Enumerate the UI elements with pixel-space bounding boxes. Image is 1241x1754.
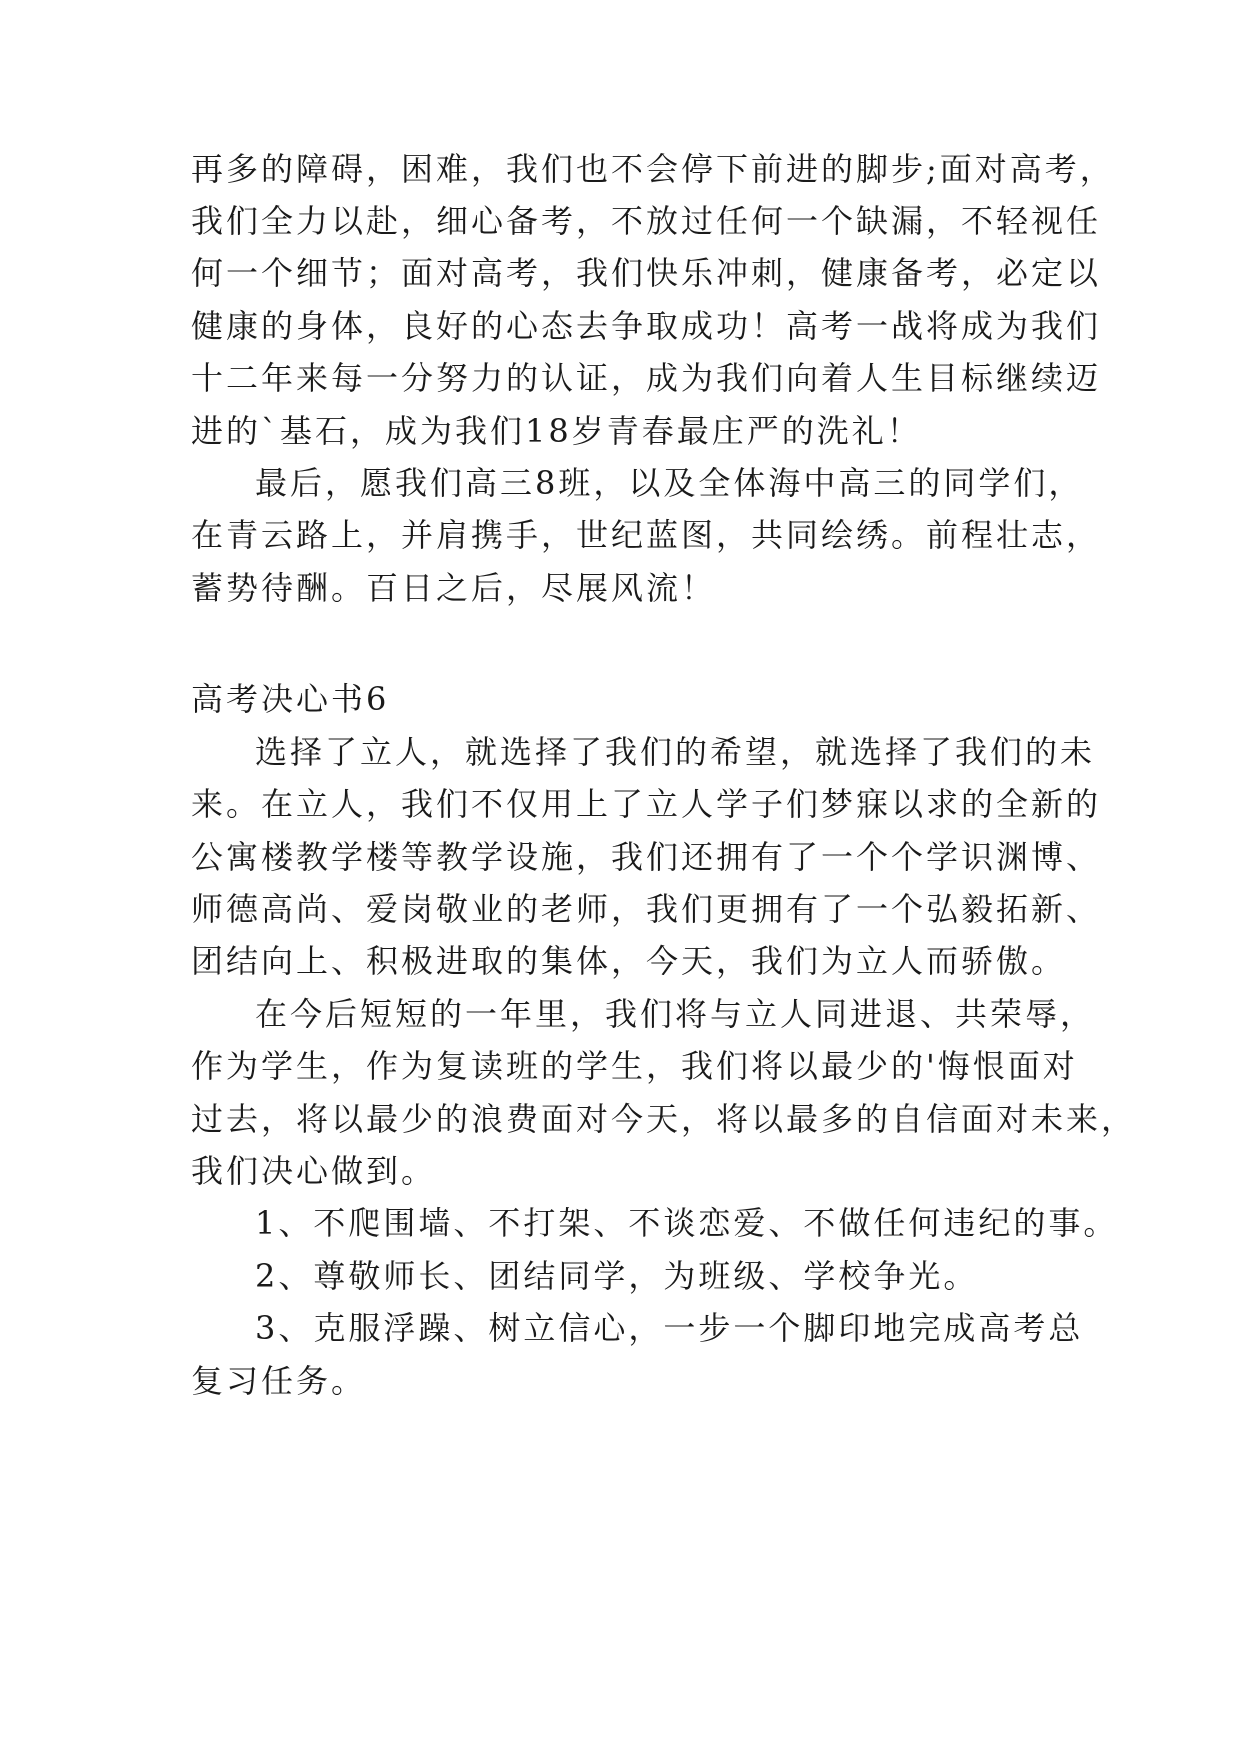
paragraph-line: 何一个细节；面对高考，我们快乐冲刺，健康备考，必定以 xyxy=(191,254,1102,292)
paragraph-line: 过去，将以最少的浪费面对今天，将以最多的自信面对未来， xyxy=(191,1100,1137,1138)
paragraph-line: 公寓楼教学楼等教学设施，我们还拥有了一个个学识渊博、 xyxy=(191,838,1102,876)
paragraph-line: 进的`基石，成为我们18岁青春最庄严的洗礼！ xyxy=(191,412,922,450)
paragraph-line: 十二年来每一分努力的认证，成为我们向着人生目标继续迈 xyxy=(191,359,1102,397)
paragraph-line: 团结向上、积极进取的集体，今天，我们为立人而骄傲。 xyxy=(191,942,1067,980)
list-item: 2、尊敬师长、团结同学，为班级、学校争光。 xyxy=(255,1257,979,1295)
list-item: 1、不爬围墙、不打架、不谈恋爱、不做任何违纪的事。 xyxy=(255,1204,1119,1242)
paragraph-line: 来。在立人，我们不仅用上了立人学子们梦寐以求的全新的 xyxy=(191,785,1102,823)
paragraph-line: 蓄势待酬。百日之后，尽展风流！ xyxy=(191,569,717,607)
paragraph-line: 在青云路上，并肩携手，世纪蓝图，共同绘绣。前程壮志， xyxy=(191,516,1102,554)
paragraph-line: 我们全力以赴，细心备考，不放过任何一个缺漏，不轻视任 xyxy=(191,202,1102,240)
paragraph-line: 再多的障碍，困难，我们也不会停下前进的脚步;面对高考， xyxy=(191,150,1115,188)
paragraph-line: 作为学生，作为复读班的学生，我们将以最少的'悔恨面对 xyxy=(191,1047,1078,1085)
paragraph-line: 选择了立人，就选择了我们的希望，就选择了我们的未 xyxy=(255,733,1096,771)
section-heading: 高考决心书6 xyxy=(191,680,390,718)
list-item: 3、克服浮躁、树立信心，一步一个脚印地完成高考总 xyxy=(255,1309,1084,1347)
paragraph-line: 健康的身体，良好的心态去争取成功！高考一战将成为我们 xyxy=(191,307,1102,345)
paragraph-line: 我们决心做到。 xyxy=(191,1152,437,1190)
paragraph-line: 在今后短短的一年里，我们将与立人同进退、共荣辱， xyxy=(255,995,1096,1033)
paragraph-line: 师德高尚、爱岗敬业的老师，我们更拥有了一个弘毅拓新、 xyxy=(191,890,1102,928)
paragraph-line: 最后，愿我们高三8班，以及全体海中高三的同学们， xyxy=(255,464,1084,502)
list-item-continuation: 复习任务。 xyxy=(191,1362,367,1400)
